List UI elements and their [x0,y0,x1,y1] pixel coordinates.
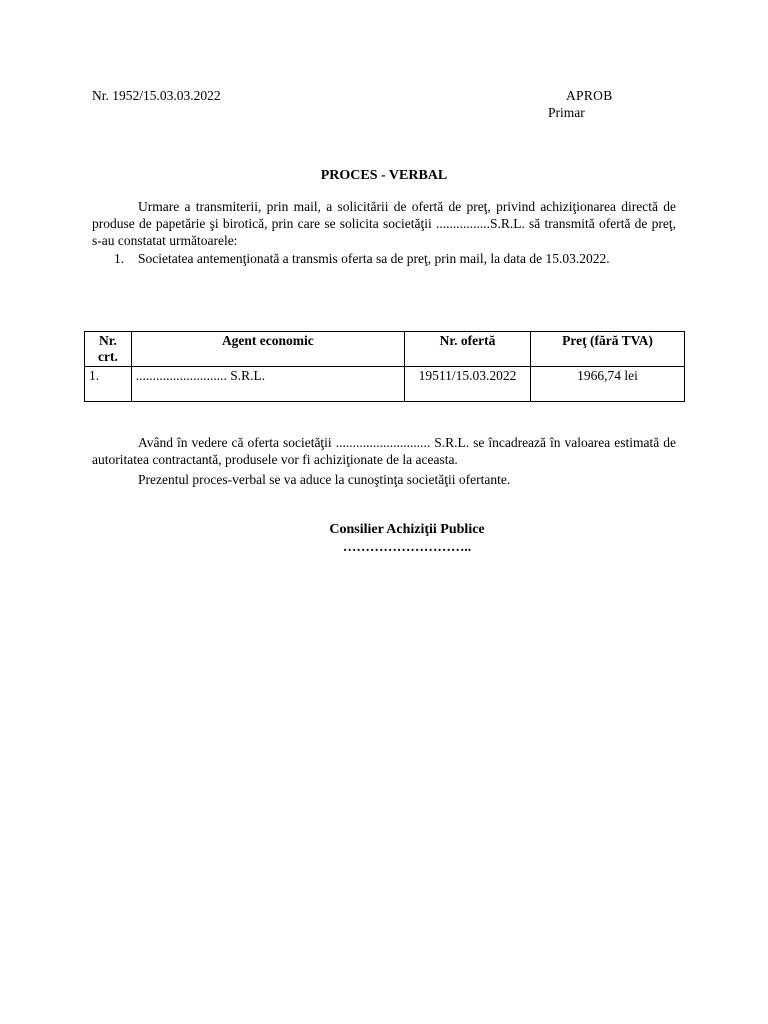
table-header-row [85,332,685,367]
list-item [92,250,676,267]
registration-number: Nr. 1952/15.03.03.2022 [92,88,221,103]
header-agent-economic: Agent economic [131,332,404,367]
cell-pret: 1966,74 lei [531,367,685,402]
signatory-role: Consilier Achiziţii Publice [329,522,485,537]
notice-paragraph: Prezentul proces-verbal se va aduce la cunoştinţa societăţii ofertante. [138,472,511,487]
offers-table [84,331,685,402]
approval-label: APROB [566,88,613,103]
findings-list [92,250,676,267]
table-row [85,367,685,402]
approver-label: Primar [548,105,585,120]
header-pret: Preţ (fără TVA) [531,332,685,367]
conclusion-paragraph: Având în vedere că oferta societăţii ............................ S.R.L. se încadrează în valoarea estimată de autoritatea contractantă, produsele vor fi achiziţionate de la aceasta. [92,435,676,467]
list-item-text: Societatea antemenţionată a transmis oferta sa de preţ, prin mail, la data de 15.03.2022. [138,251,610,266]
cell-agent-economic: ........................... S.R.L. [131,367,404,402]
intro-paragraph: Urmare a transmiterii, prin mail, a solicitării de ofertă de preţ, privind achiziţionarea directă de produse de papetărie şi birotică, prin care se solicita societăţii ................S.R.L. să transmită ofertă de preţ, s-au constatat următoarele: [92,199,676,248]
document-title: PROCES - VERBAL [320,168,448,183]
cell-nr-crt: 1. [85,367,132,402]
signature-line: ……………………….. [342,539,472,554]
header-nr-crt: Nr. crt. [85,332,132,367]
header-nr-oferta: Nr. ofertă [404,332,530,367]
list-item-number: 1. [114,251,125,266]
cell-nr-oferta: 19511/15.03.2022 [404,367,530,402]
